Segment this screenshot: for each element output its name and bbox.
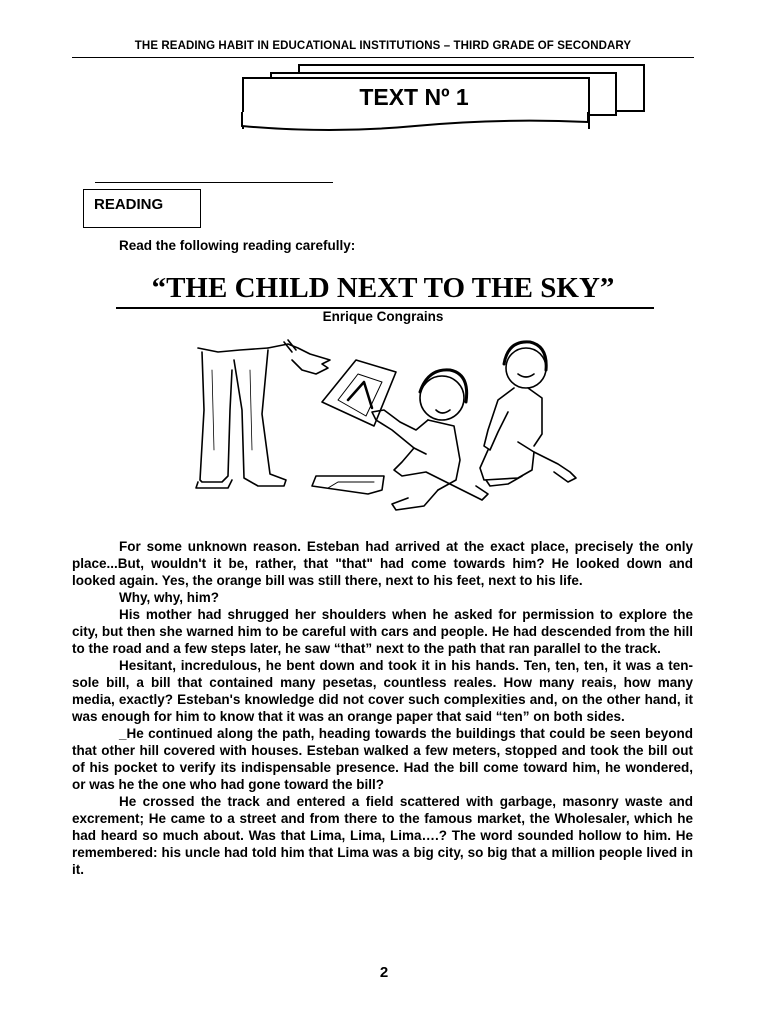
story-paragraph-3: His mother had shrugged her shoulders when he asked for permission to explore the city, but then she warned him to be careful with cars and people. He had descended from the hill to the road and a few steps later, he saw “that” next to the path that ran parallel to the track.: [72, 607, 693, 656]
reading-rule: [95, 182, 333, 183]
story-illustration: [188, 330, 588, 520]
running-header: THE READING HABIT IN EDUCATIONAL INSTITUTIONS – THIRD GRADE OF SECONDARY: [134, 40, 632, 52]
story-body: [72, 538, 693, 878]
banner-title: TEXT Nº 1: [359, 84, 469, 110]
reading-section-label: READING: [94, 196, 164, 213]
page-number: 2: [379, 964, 389, 981]
story-paragraph-4: Hesitant, incredulous, he bent down and took it in his hands. Ten, ten, ten, it was a ten-sole bill, a bill that contained many pesetas, countless reales. How many reais, how many media, exactly? Esteban's knowledge did not cover such complexities and, on the other hand, it was enough for him to know that it was an orange paper that said “ten” on both sides.: [72, 658, 693, 724]
story-paragraph-5: _He continued along the path, heading towards the buildings that could be seen beyond that other hill covered with houses. Esteban walked a few meters, stopped and took the bill out of his pocket to verify its indispensable presence. Had the bill come toward him, he wondered, or was he the one who had gone toward the bill?: [72, 726, 693, 792]
story-paragraph-2: Why, why, him?: [119, 590, 219, 605]
story-title: “THE CHILD NEXT TO THE SKY”: [151, 272, 615, 304]
reading-section-box: [83, 189, 201, 228]
header-rule: [72, 57, 694, 58]
banner-wave-edge: [240, 112, 590, 134]
story-paragraph-1: For some unknown reason. Esteban had arrived at the exact place, precisely the only place...But, wouldn't it be, rather, that "that" had come towards him? He looked down and looked again. Yes, the orange bill was still there, next to his feet, next to his life.: [72, 539, 693, 588]
story-author: Enrique Congrains: [322, 309, 444, 324]
instruction-text: Read the following reading carefully:: [119, 238, 356, 253]
story-paragraph-6: He crossed the track and entered a field scattered with garbage, masonry waste and excrement; He came to a street and from there to the famous market, the Wholesaler, which he had heard so much about. Was that Lima, Lima, Lima….? The word sounded hollow to him. He remembered: his uncle had told him that Lima was a big city, so big that a million people lived in it.: [72, 794, 693, 877]
